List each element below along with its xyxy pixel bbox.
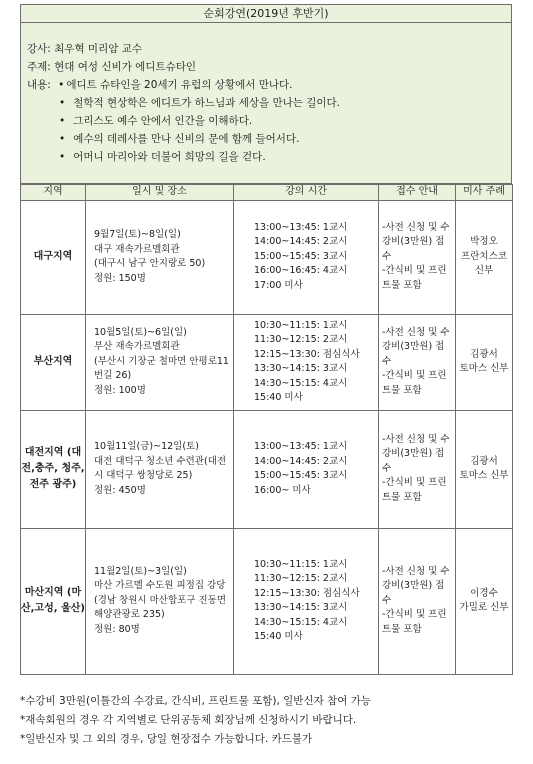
registration-note: -사전 신청 및 수강비(3만원) 접수 bbox=[382, 326, 450, 367]
content-label: 내용: bbox=[27, 79, 51, 91]
content-bullet-1: • 에디트 슈타인을 20세기 유럽의 상황에서 만나다. bbox=[54, 79, 292, 91]
time-slot: 14:30~15:15: 4교시 bbox=[254, 377, 348, 389]
place-date: 10월5일(토)~6일(일) bbox=[94, 326, 187, 338]
registration-note: -간식비 및 프린트물 포함 bbox=[382, 370, 447, 396]
lecture-document bbox=[20, 4, 512, 675]
registration-cell bbox=[379, 528, 456, 674]
celebrant-name: 신부 bbox=[474, 265, 494, 277]
region-cell: 대전지역 (대전,충주, 청주, 전주 광주) bbox=[21, 410, 86, 528]
footnote-onsite: *일반신자 및 그 외의 경우, 당일 현장접수 가능합니다. 카드불가 bbox=[20, 733, 313, 745]
place-cell bbox=[86, 200, 234, 314]
celebrant-name: 김광서 bbox=[470, 348, 498, 360]
time-slot: 15:00~15:45: 3교시 bbox=[254, 470, 348, 481]
place-venue: 대전 대덕구 청소년 수련관(대전시 대덕구 쌍청당로 25) bbox=[94, 455, 227, 481]
time-slot: 12:15~13:30: 점심식사 bbox=[254, 587, 360, 599]
place-capacity: 정원: 450명 bbox=[94, 484, 146, 496]
registration-note: -사전 신청 및 수강비(3만원) 접수 bbox=[382, 221, 450, 262]
mass-cell bbox=[456, 314, 513, 410]
header-region: 지역 bbox=[21, 185, 86, 201]
content-bullet-4: • 예수의 데레사를 만나 신비의 문에 함께 들어서다. bbox=[27, 130, 511, 148]
place-venue: 마산 가르멜 수도원 피정집 강당 bbox=[94, 580, 226, 592]
content-line-1 bbox=[27, 76, 511, 94]
registration-cell bbox=[379, 314, 456, 410]
times-cell bbox=[234, 528, 379, 674]
time-slot: 13:00~13:45: 1교시 bbox=[254, 221, 348, 233]
place-date: 11월2일(토)~3일(일) bbox=[94, 565, 187, 577]
time-slot: 13:30~14:15: 3교시 bbox=[254, 602, 348, 613]
time-slot: 15:00~15:45: 3교시 bbox=[254, 250, 348, 262]
time-slot: 17:00 미사 bbox=[254, 279, 303, 291]
time-slot: 15:40 미사 bbox=[254, 392, 303, 403]
region-cell: 마산지역 (마산,고성, 울산) bbox=[21, 528, 86, 674]
mass-cell bbox=[456, 410, 513, 528]
footnote-fee: *수강비 3만원(이틀간의 수강료, 간식비, 프린트물 포함), 일반신자 참여 가능 bbox=[20, 695, 371, 707]
footnotes bbox=[20, 692, 371, 749]
footnote-members: *재속회원의 경우 각 지역별로 단위공동체 회장님께 신청하시기 바랍니다. bbox=[20, 714, 357, 726]
place-address: (대구시 남구 안지랑로 50) bbox=[94, 258, 206, 269]
place-cell bbox=[86, 410, 234, 528]
place-capacity: 정원: 100명 bbox=[94, 384, 146, 396]
time-slot: 14:30~15:15: 4교시 bbox=[254, 616, 348, 628]
place-address: (부산시 기장군 철마면 안평로11번길 26) bbox=[94, 355, 229, 382]
table-row bbox=[21, 314, 513, 410]
registration-note: -사전 신청 및 수강비(3만원) 접수 bbox=[382, 565, 450, 606]
mass-cell bbox=[456, 528, 513, 674]
celebrant-name: 박정오 bbox=[470, 236, 498, 248]
header-times: 강의 시간 bbox=[234, 185, 379, 201]
time-slot: 16:00~ 미사 bbox=[254, 484, 311, 496]
time-slot: 13:30~14:15: 3교시 bbox=[254, 363, 348, 374]
region-cell: 대구지역 bbox=[21, 200, 86, 314]
table-row bbox=[21, 410, 513, 528]
celebrant-name: 토마스 신부 bbox=[459, 470, 509, 481]
place-date: 10월11일(금)~12일(토) bbox=[94, 441, 199, 452]
celebrant-name: 가밀로 신부 bbox=[459, 602, 509, 613]
place-date: 9월7일(토)~8일(일) bbox=[94, 229, 181, 240]
mass-cell bbox=[456, 200, 513, 314]
schedule-table bbox=[20, 184, 513, 675]
registration-note: -사전 신청 및 수강비(3만원) 접수 bbox=[382, 433, 450, 474]
celebrant-name: 프란치스코 bbox=[461, 250, 507, 262]
content-bullet-3: • 그리스도 예수 안에서 인간을 이해하다. bbox=[27, 112, 511, 130]
table-row bbox=[21, 528, 513, 674]
place-cell bbox=[86, 314, 234, 410]
region-cell: 부산지역 bbox=[21, 314, 86, 410]
time-slot: 15:40 미사 bbox=[254, 631, 303, 642]
time-slot: 10:30~11:15: 1교시 bbox=[254, 319, 348, 331]
content-bullet-2: • 철학적 현상학은 에디트가 하느님과 세상을 만나는 길이다. bbox=[27, 94, 511, 112]
times-cell bbox=[234, 410, 379, 528]
intro-box bbox=[20, 23, 512, 184]
time-slot: 11:30~12:15: 2교시 bbox=[254, 573, 348, 584]
registration-note: -간식비 및 프린트물 포함 bbox=[382, 477, 447, 503]
header-place: 일시 및 장소 bbox=[86, 185, 234, 201]
time-slot: 16:00~16:45: 4교시 bbox=[254, 265, 348, 277]
header-mass: 미사 주례 bbox=[456, 185, 513, 201]
content-bullet-5: • 어머니 마리아와 더불어 희망의 길을 걷다. bbox=[27, 148, 511, 166]
times-cell bbox=[234, 200, 379, 314]
time-slot: 10:30~11:15: 1교시 bbox=[254, 558, 348, 570]
time-slot: 13:00~13:45: 1교시 bbox=[254, 441, 348, 452]
topic-line: 주제: 현대 여성 신비가 에디트슈타인 bbox=[27, 61, 197, 73]
times-cell bbox=[234, 314, 379, 410]
celebrant-name: 김광서 bbox=[470, 455, 498, 467]
time-slot: 14:00~14:45: 2교시 bbox=[254, 455, 348, 467]
celebrant-name: 토마스 신부 bbox=[459, 363, 509, 374]
place-cell bbox=[86, 528, 234, 674]
lecturer-line: 강사: 최우혁 미리암 교수 bbox=[27, 43, 142, 55]
place-venue: 대구 재속가르멜회관 bbox=[94, 243, 180, 255]
header-registration: 접수 안내 bbox=[379, 185, 456, 201]
document-title: 순회강연(2019년 후반기) bbox=[20, 4, 512, 23]
table-row bbox=[21, 200, 513, 314]
table-header-row bbox=[21, 185, 513, 201]
time-slot: 12:15~13:30: 점심식사 bbox=[254, 348, 360, 360]
registration-cell bbox=[379, 410, 456, 528]
place-venue: 부산 재속가르멜회관 bbox=[94, 341, 180, 353]
place-capacity: 정원: 80명 bbox=[94, 623, 140, 635]
time-slot: 11:30~12:15: 2교시 bbox=[254, 334, 348, 345]
place-address: (경남 창원시 마산합포구 진동면 해양관광로 235) bbox=[94, 594, 227, 621]
registration-note: -간식비 및 프린트물 포함 bbox=[382, 265, 447, 291]
time-slot: 14:00~14:45: 2교시 bbox=[254, 236, 348, 248]
registration-cell bbox=[379, 200, 456, 314]
place-capacity: 정원: 150명 bbox=[94, 272, 146, 284]
registration-note: -간식비 및 프린트물 포함 bbox=[382, 609, 447, 635]
celebrant-name: 이경수 bbox=[470, 587, 498, 599]
